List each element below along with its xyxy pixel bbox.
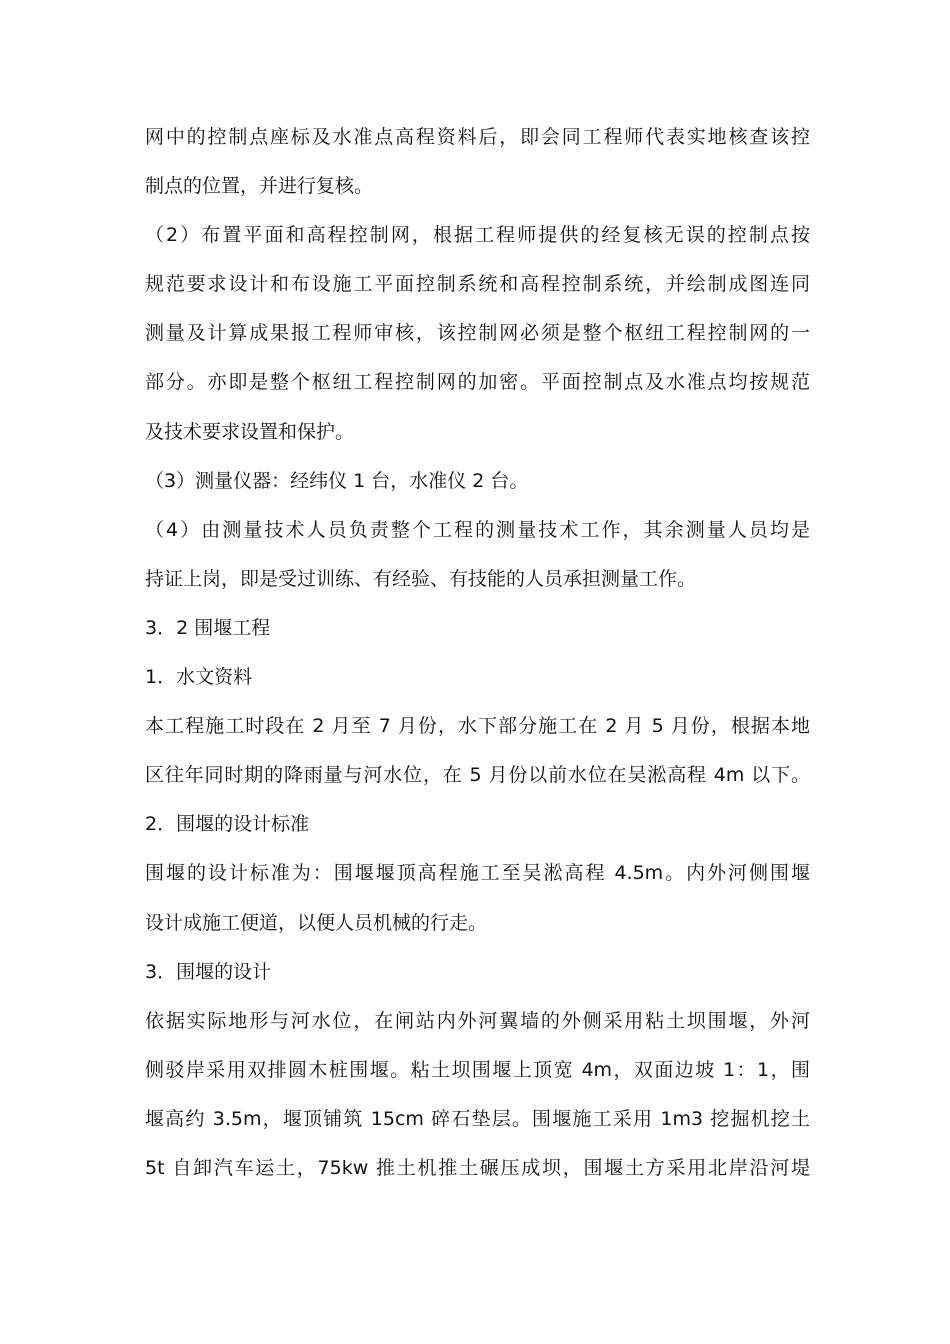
text-line: （2）布置平面和高程控制网，根据工程师提供的经复核无误的控制点按 bbox=[145, 224, 810, 247]
text-line: 本工程施工时段在 2 月至 7 月份，水下部分施工在 2 月 5 月份，根据本地 bbox=[145, 715, 810, 738]
text-line: 规范要求设计和布设施工平面控制系统和高程控制系统，并绘制成图连同 bbox=[145, 273, 810, 296]
text-line: 制点的位置，并进行复核。 bbox=[145, 175, 374, 198]
text-line: 及技术要求设置和保护。 bbox=[145, 420, 355, 443]
text-line: 围堰的设计标准为：围堰堰顶高程施工至吴淞高程 4.5m。内外河侧围堰 bbox=[145, 862, 810, 885]
body-text bbox=[145, 117, 810, 1197]
text-line: 网中的控制点座标及水准点高程资料后，即会同工程师代表实地核查该控 bbox=[145, 126, 810, 148]
text-line: 设计成施工便道，以便人员机械的行走。 bbox=[145, 911, 488, 934]
text-line: 依据实际地形与河水位，在闸站内外河翼墙的外侧采用粘土坝围堰，外河 bbox=[145, 1009, 810, 1032]
text-line: 堰高约 3.5m，堰顶铺筑 15cm 碎石垫层。围堰施工采用 1m3 挖掘机挖土 bbox=[145, 1107, 810, 1130]
text-line: 5t 自卸汽车运土，75kw 推土机推土碾压成坝，围堰土方采用北岸沿河堤 bbox=[145, 1156, 810, 1179]
text-line: 持证上岗，即是受过训练、有经验、有技能的人员承担测量工作。 bbox=[145, 567, 697, 590]
text-line: 2．围堰的设计标准 bbox=[145, 813, 310, 836]
text-line: 部分。亦即是整个枢纽工程控制网的加密。平面控制点及水准点均按规范 bbox=[145, 371, 810, 394]
text-line: （4）由测量技术人员负责整个工程的测量技术工作，其余测量人员均是 bbox=[145, 518, 810, 541]
text-line: 3．围堰的设计 bbox=[145, 960, 272, 983]
text-line: 侧驳岸采用双排圆木桩围堰。粘土坝围堰上顶宽 4m，双面边坡 1：1，围 bbox=[145, 1058, 810, 1081]
text-line: 区往年同时期的降雨量与河水位，在 5 月份以前水位在吴淞高程 4m 以下。 bbox=[145, 764, 810, 787]
text-line: 3．2 围堰工程 bbox=[145, 616, 271, 639]
text-line: 1．水文资料 bbox=[145, 666, 253, 689]
text-line: 测量及计算成果报工程师审核，该控制网必须是整个枢纽工程控制网的一 bbox=[145, 322, 810, 345]
text-line: （3）测量仪器：经纬仪 1 台，水准仪 2 台。 bbox=[145, 469, 529, 492]
